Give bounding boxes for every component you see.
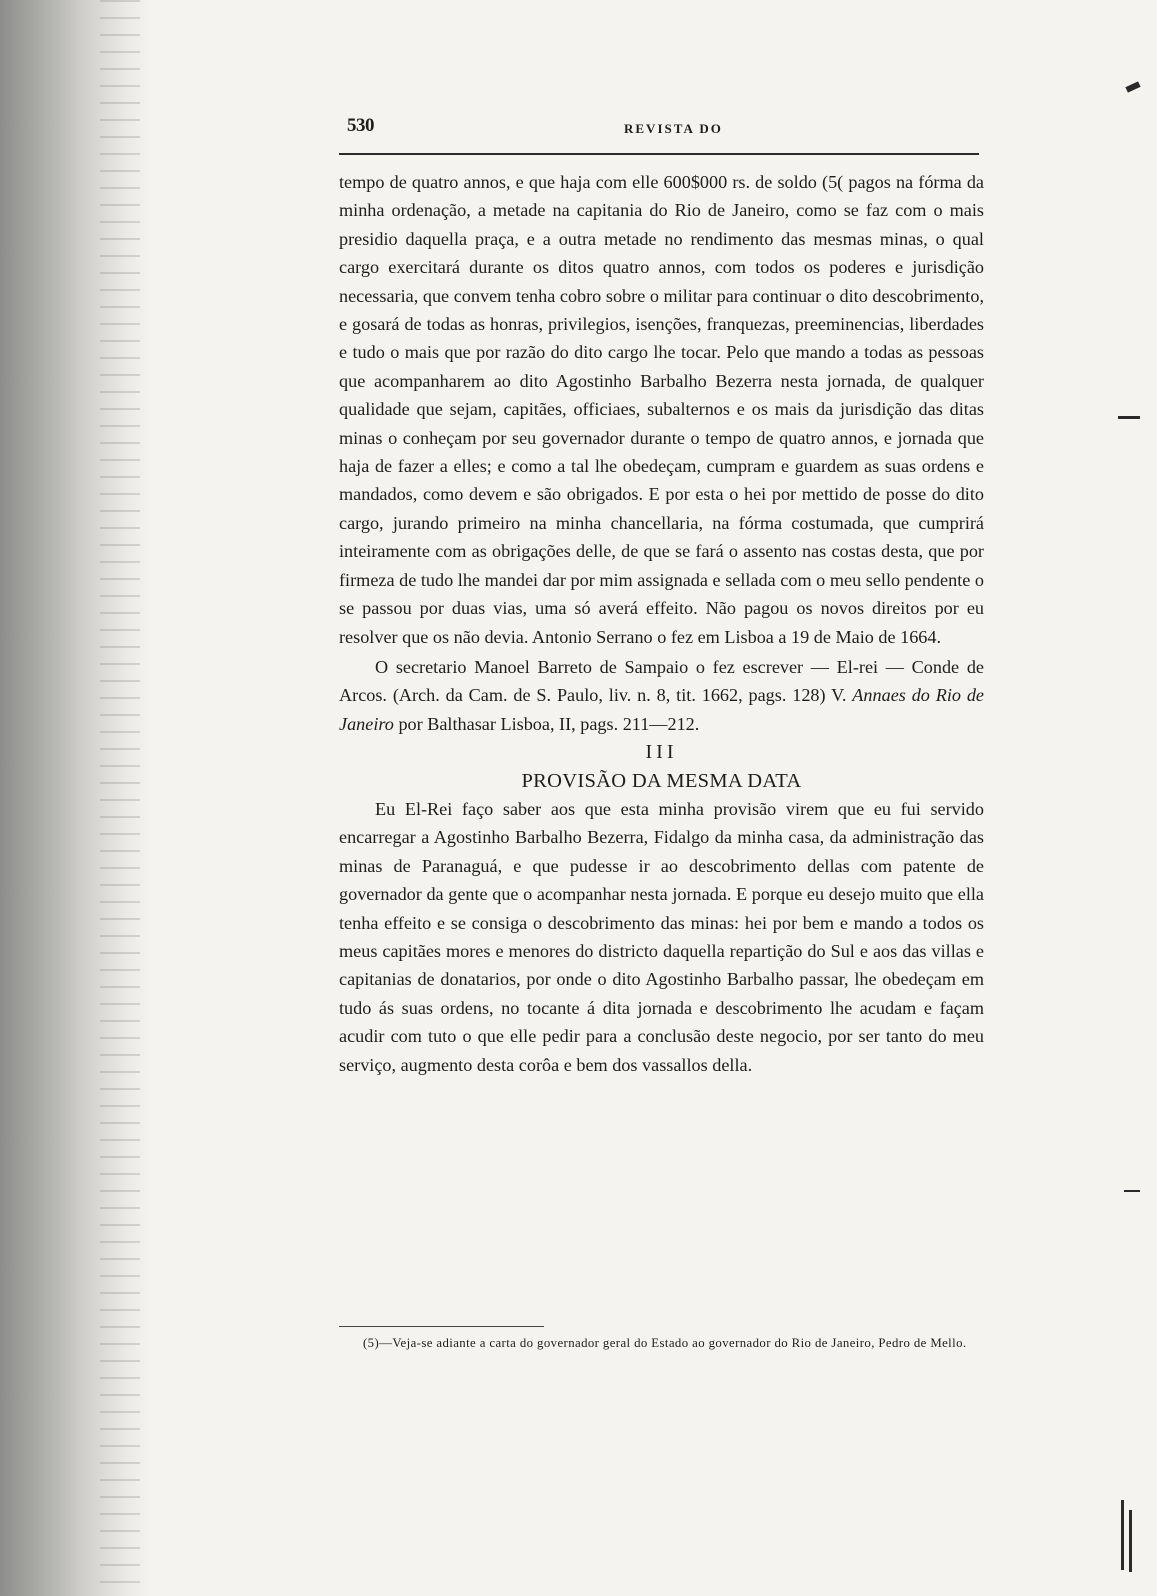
footnote [339,1333,979,1354]
section-title: PROVISÃO DA MESMA DATA [521,769,802,792]
paragraph-secretary-note [339,653,984,738]
running-head: REVISTA DO [624,121,723,136]
paragraph-secretary-note-text: O secretario Manoel Barreto de Sampaio o fez escrever — El-rei — Conde de Arcos. (Arch. da Cam. de S. Paulo, liv. n. 8, tit. 1662, pags. 128) V. [339,656,984,706]
book-title-italic: Annaes do Rio de Janeiro [339,685,985,734]
page-header [339,115,979,155]
page-number: 530 [347,115,374,136]
paragraph-decree-continuation: tempo de quatro annos, e que haja com elle 600$000 rs. de soldo (5( pagos na fórma da minha ordenação, a metade na capitania do Rio de Janeiro, como se faz com o mais presidio daquella praça, e a outra metade no rendimento das mesmas minas, o qual cargo exercitará durante os ditos quatro annos, com todos os poderes e jurisdição necessaria, que convem tenha cobro sobre o militar para continuar o dito descobrimento, e gosará de todas as honras, privilegios, isenções, franquezas, preeminencias, liberdades e tudo o mais que por razão do dito cargo lhe tocar. Pelo que mando a todas as pessoas que acompanharem ao dito Agostinho Barbalho Bezerra nesta jornada, de qualquer qualidade que sejam, capitães, officiaes, subalternos e os mais da jurisdição das ditas minas o conheçam por seu governador durante o tempo de quatro annos, e jornada que haja de fazer a elles; e como a tal lhe obedeçam, cumpram e guardem as suas ordens e mandados, como devem e são obrigados. E por esta o hei por mettido de posse do dito cargo, jurando primeiro na minha chancellaria, na fórma costumada, que cumprirá inteiramente com as obrigações delle, de que se fará o assento nas costas desta, que por firmeza de tudo lhe mandei dar por mim assignada e sellada com o meu sello pendente o se passou por duas vias, uma só averá effeito. Não pagou os novos direitos por eu resolver que os não devia. Antonio Serrano o fez em Lisboa a 19 de Maio de 1664. [339,172,984,647]
footnote-text: (5)—Veja-se adiante a carta do governador geral do Estado ao governador do Rio de Janeiro, Pedro de Mello. [363,1336,967,1350]
footnote-divider [339,1326,544,1327]
paragraph-secretary-note-tail: por Balthasar Lisboa, II, pags. 211—212. [393,713,700,734]
body-text [339,168,984,1079]
section-number: III [645,741,678,764]
paragraph-provision: Eu El-Rei faço saber aos que esta minha provisão virem que eu fui servido encarregar a Agostinho Barbalho Bezerra, Fidalgo da minha casa, da administração das minas de Paranaguá, e que pudesse ir ao descobrimento dellas com patente de governador da gente que o acompanhar nesta jornada. E porque eu desejo muito que ella tenha effeito e se consiga o descobrimento das minas: hei por bem e mando a todos os meus capitães mores e menores do districto daquella repartição do Sul e aos das villas e capitanias de donatarios, por onde o dito Agostinho Barbalho passar, lhe obedeçam em tudo ás suas ordens, no tocante á dita jornada e descobrimento lhe acudam e façam acudir com tuto o que elle pedir para a conclusão deste negocio, por ser tanto do meu serviço, augmento desta corôa e bem dos vassallos della. [339,798,984,1075]
